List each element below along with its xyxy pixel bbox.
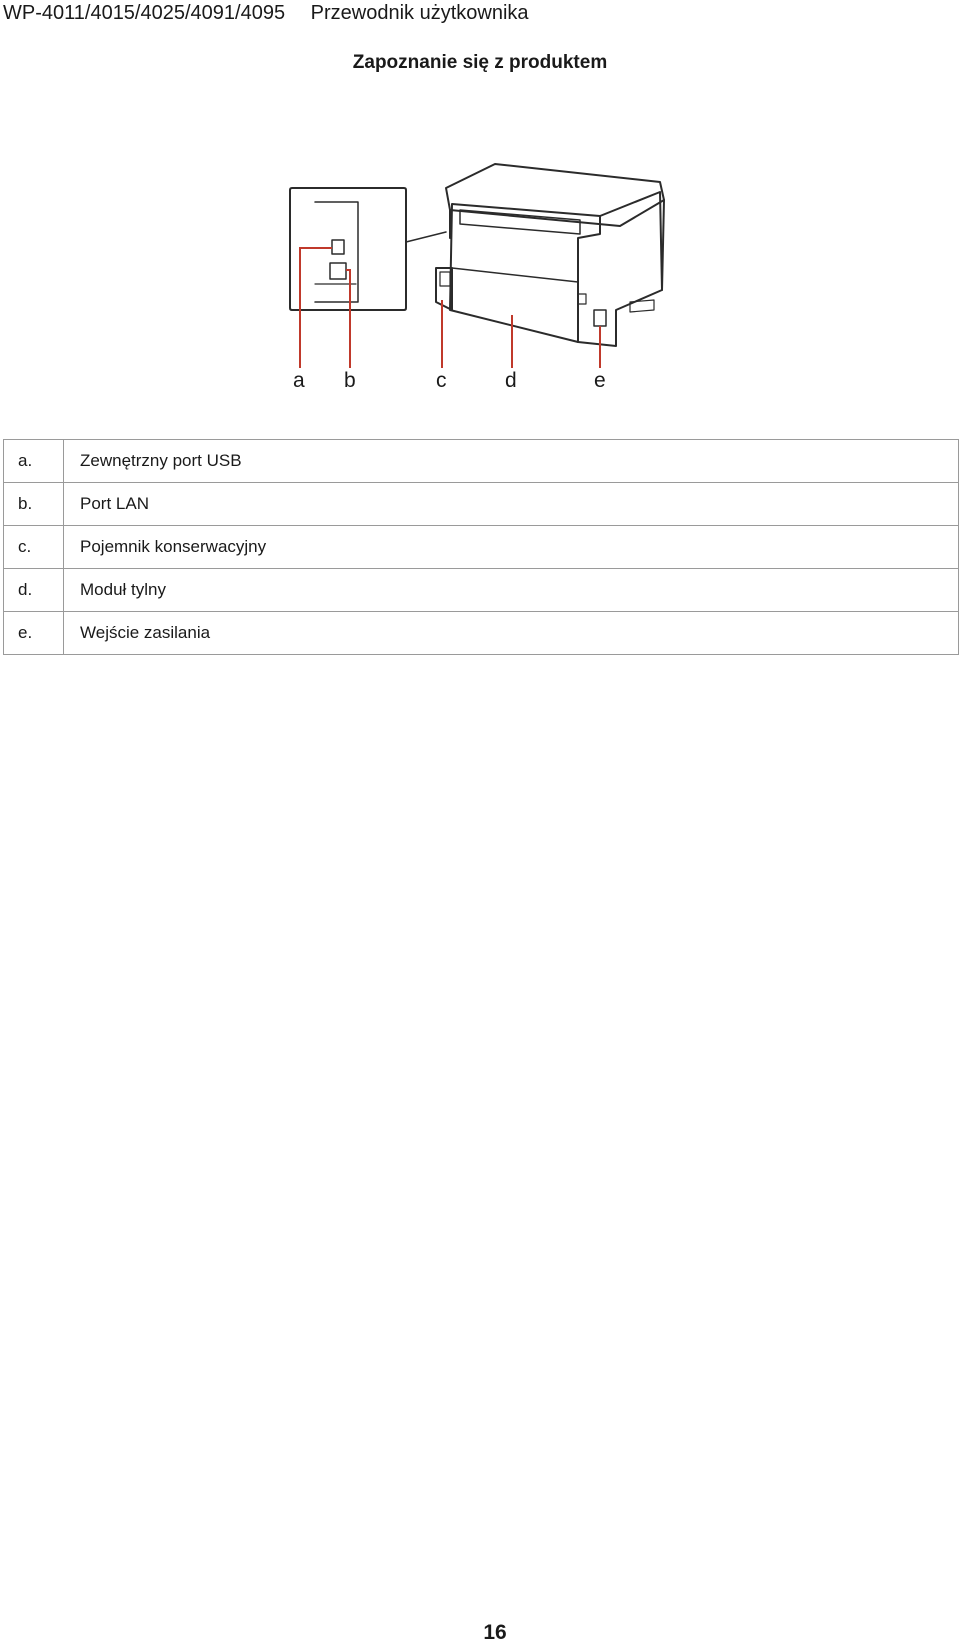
lan-port-shape	[330, 263, 346, 279]
printer-top	[446, 164, 664, 226]
running-header	[3, 0, 529, 26]
table-row	[4, 440, 959, 483]
table-row	[4, 526, 959, 569]
table-row	[4, 612, 959, 655]
legend-label: Wejście zasilania	[64, 612, 959, 655]
power-inlet-shape	[594, 310, 606, 326]
callout-b: b	[344, 369, 356, 392]
legend-key: e.	[4, 612, 64, 655]
page-number: 16	[483, 1621, 507, 1644]
legend-key: c.	[4, 526, 64, 569]
callout-e: e	[594, 369, 606, 392]
printer-rear-illustration	[270, 160, 690, 418]
legend-key: a.	[4, 440, 64, 483]
section-title: Zapoznanie się z produktem	[352, 52, 608, 73]
legend-label: Port LAN	[64, 483, 959, 526]
model-name: WP-4011/4015/4025/4091/4095	[3, 2, 286, 24]
parts-legend-table	[3, 439, 959, 655]
legend-label: Moduł tylny	[64, 569, 959, 612]
legend-key: b.	[4, 483, 64, 526]
table-row	[4, 483, 959, 526]
legend-key: d.	[4, 569, 64, 612]
callout-line-a	[300, 248, 332, 368]
callout-line-b	[346, 270, 350, 368]
callout-c: c	[436, 369, 447, 392]
callout-d: d	[505, 369, 517, 392]
legend-label: Zewnętrzny port USB	[64, 440, 959, 483]
callout-a: a	[293, 369, 305, 392]
table-row	[4, 569, 959, 612]
guide-title: Przewodnik użytkownika	[310, 2, 529, 24]
legend-label: Pojemnik konserwacyjny	[64, 526, 959, 569]
usb-port-shape	[332, 240, 344, 254]
